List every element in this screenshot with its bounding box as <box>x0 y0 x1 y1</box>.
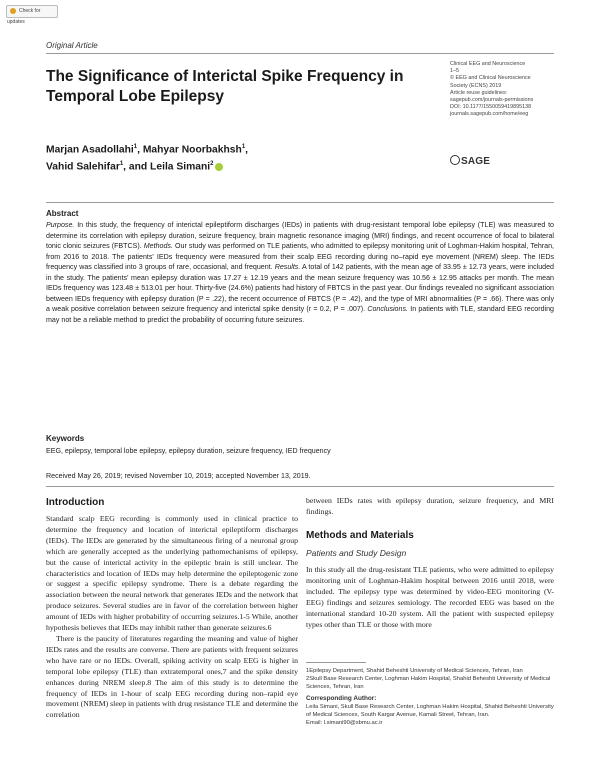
meta-line: 1–5 <box>450 68 459 75</box>
journal-meta <box>450 61 560 119</box>
header-rule <box>46 53 554 54</box>
meta-line[interactable]: DOI: 10.1177/1550059419895138 <box>450 104 532 111</box>
intro-paragraph-1: Standard scalp EEG recording is commonly used in clinical practice to determine the frequency and location of interictal epileptiform discharges (IEDs). The IEDs are generated by the simultaneous firing of a neuronal group which are generally accepted as the underlying pathomechanisms of epilepsy, but the cause of interictal activity in the epileptic brain is still unclear. The characteristics and location of IEDs may help determine the epileptogenic zone or suggest a specific epilepsy syndrome. There is a debate regarding the association between the neural network that generates IEDs and the network that produce seizures. Several studies are in favor of the correlation between higher amount of IEDs with higher probability of occurring seizures.1-5 While, another hypothesis believes that IEDs may inhibit rather than generate seizures.6 <box>46 514 298 633</box>
corresponding-email[interactable]: Email: l.simani90@sbmu.ac.ir <box>306 720 383 726</box>
meta-line[interactable]: Article reuse guidelines: <box>450 89 508 96</box>
check-for-updates-badge[interactable]: Check for updates <box>6 5 58 18</box>
methods-heading: Methods and Materials <box>306 530 414 541</box>
intro-heading: Introduction <box>46 497 105 508</box>
methods-subheading: Patients and Study Design <box>306 548 407 558</box>
intro-paragraph-2: There is the paucity of literatures regarding the meaning and value of higher IEDs rates and the results are converse. There are patients with frequent seizures who have rare or no IEDs. Overall, spiking activity on scalp EEG is higher in temporal lobe epilepsy (TLE) than extratemporal ones,7 and the spike density enhances during NREM sleep.8 The aim of this study is to determine the frequency of IEDs in 1-hour of scalp EEG recording during non–rapid eye movement (NREM) sleep in patients with drug resistance TLE and determine the correlation <box>46 633 298 720</box>
intro-body <box>46 514 298 721</box>
article-type: Original Article <box>46 41 98 50</box>
corresponding-text: Leila Simani, Skull Base Research Center, Loghman Hakim Hospital, Shahid Beheshti University of Medical Sciences, South Kargar Avenue, Kamali Street, Tehran, Iran. <box>306 704 554 718</box>
publisher-logo: SAGE <box>450 156 490 167</box>
keywords-heading: Keywords <box>46 434 85 443</box>
sage-circle-icon <box>450 155 460 165</box>
author-list: Marjan Asadollahi$^1$, Mahyar Noorbakhsh$^1$, Vahid Salehifar$^1$, and Leila Simani$^2$ <box>46 144 249 173</box>
meta-line: Society (ECNS) 2019 <box>450 82 502 89</box>
abstract-text: Purpose. In this study, the frequency of interictal epileptiform discharges (IEDs) in patients with drug-resistant temporal lobe epilepsy (TLE) was measured to determine its correlation with epilepsy duration, seizure frequency, brain magnetic resonance imaging (MRI) findings, and recent occurrence of focal to bilateral tonic clonic seizures (FBTCS). Methods. Our study was performed on TLE patients, who admitted to epilepsy monitoring unit of Loghman-Hakim hospital, Tehran, from 2016 to 2018. The patients' IEDs frequency were measured from their scalp EEG recording during no–rapid eye movement (NREM) sleep. The IEDs frequency was classified into 3 groups of rare, occasional, and frequent. Results. A total of 142 patients, with the mean age of 33.95 ± 12.73 years, were included in the study. The patients' mean epilepsy duration was 17.27 ± 12.19 years and the mean seizure frequency was 10.56 ± 12.95 attacks per month. The mean IEDs frequency was 123.48 ± 513.01 per hour. Thirty-five (24.6%) patients had history of FBTCS in the past year. Our findings revealed no significant association between IEDs frequency with epilepsy duration (P = .22), the recent occurrence of FBTCS (P = .42), and the type of MRI abnormalities (P = .66). There was only a weak positive correlation between seizure frequency and interictal spike density (r = 0.2, P = .007). Conclusions. In patients with TLE, standard EEG recording may not be a reliable method to predict the probability of occurring future seizures. <box>46 221 555 324</box>
author-name: Vahid Salehifar <box>46 161 120 173</box>
affiliation-1: 1Epilepsy Department, Shahid Beheshti University of Medical Sciences, Tehran, Iran <box>306 668 523 674</box>
orcid-icon[interactable] <box>215 163 223 171</box>
received-dates: Received May 26, 2019; revised November 10, 2019; accepted November 13, 2019. <box>46 472 311 480</box>
affiliation-2: 2Skull Base Research Center, Loghman Hakim Hospital, Shahid Beheshti University of Medical Sciences, Tehran, Iran <box>306 676 551 690</box>
author-name: Marjan Asadollahi <box>46 144 134 156</box>
update-icon <box>10 8 16 14</box>
methods-paragraph-1: In this study all the drug-resistant TLE patients, who were admitted to epilepsy monitoring unit of Loghman-Hakim hospital between 2016 until 2018, were included. The epilepsy type was determined by video-EEG monitoring (V-EEG) findings and seizures semiology. The recorded EEG was based on the international standard 10-20 system. All the patient with suspected epilepsy types other than TLE or those with more <box>306 565 554 629</box>
footnote-rule <box>306 662 366 663</box>
meta-line: © EEG and Clinical Neuroscience <box>450 75 531 82</box>
abstract-heading: Abstract <box>46 209 79 218</box>
footnotes <box>306 667 554 727</box>
abstract-top-rule <box>46 202 554 203</box>
body-top-rule <box>46 486 554 487</box>
meta-line[interactable]: journals.sagepub.com/home/eeg <box>450 111 529 118</box>
article-title: The Significance of Interictal Spike Frequency in Temporal Lobe Epilepsy <box>46 68 404 105</box>
corresponding-heading: Corresponding Author: <box>306 695 377 702</box>
keywords-text: EEG, epilepsy, temporal lobe epilepsy, epilepsy duration, seizure frequency, IED frequency <box>46 447 331 455</box>
intro-continuation: between IEDs rates with epilepsy duration, seizure frequency, and MRI findings. <box>306 496 554 516</box>
meta-line: Clinical EEG and Neuroscience <box>450 61 526 67</box>
meta-line[interactable]: sagepub.com/journals-permissions <box>450 97 534 104</box>
